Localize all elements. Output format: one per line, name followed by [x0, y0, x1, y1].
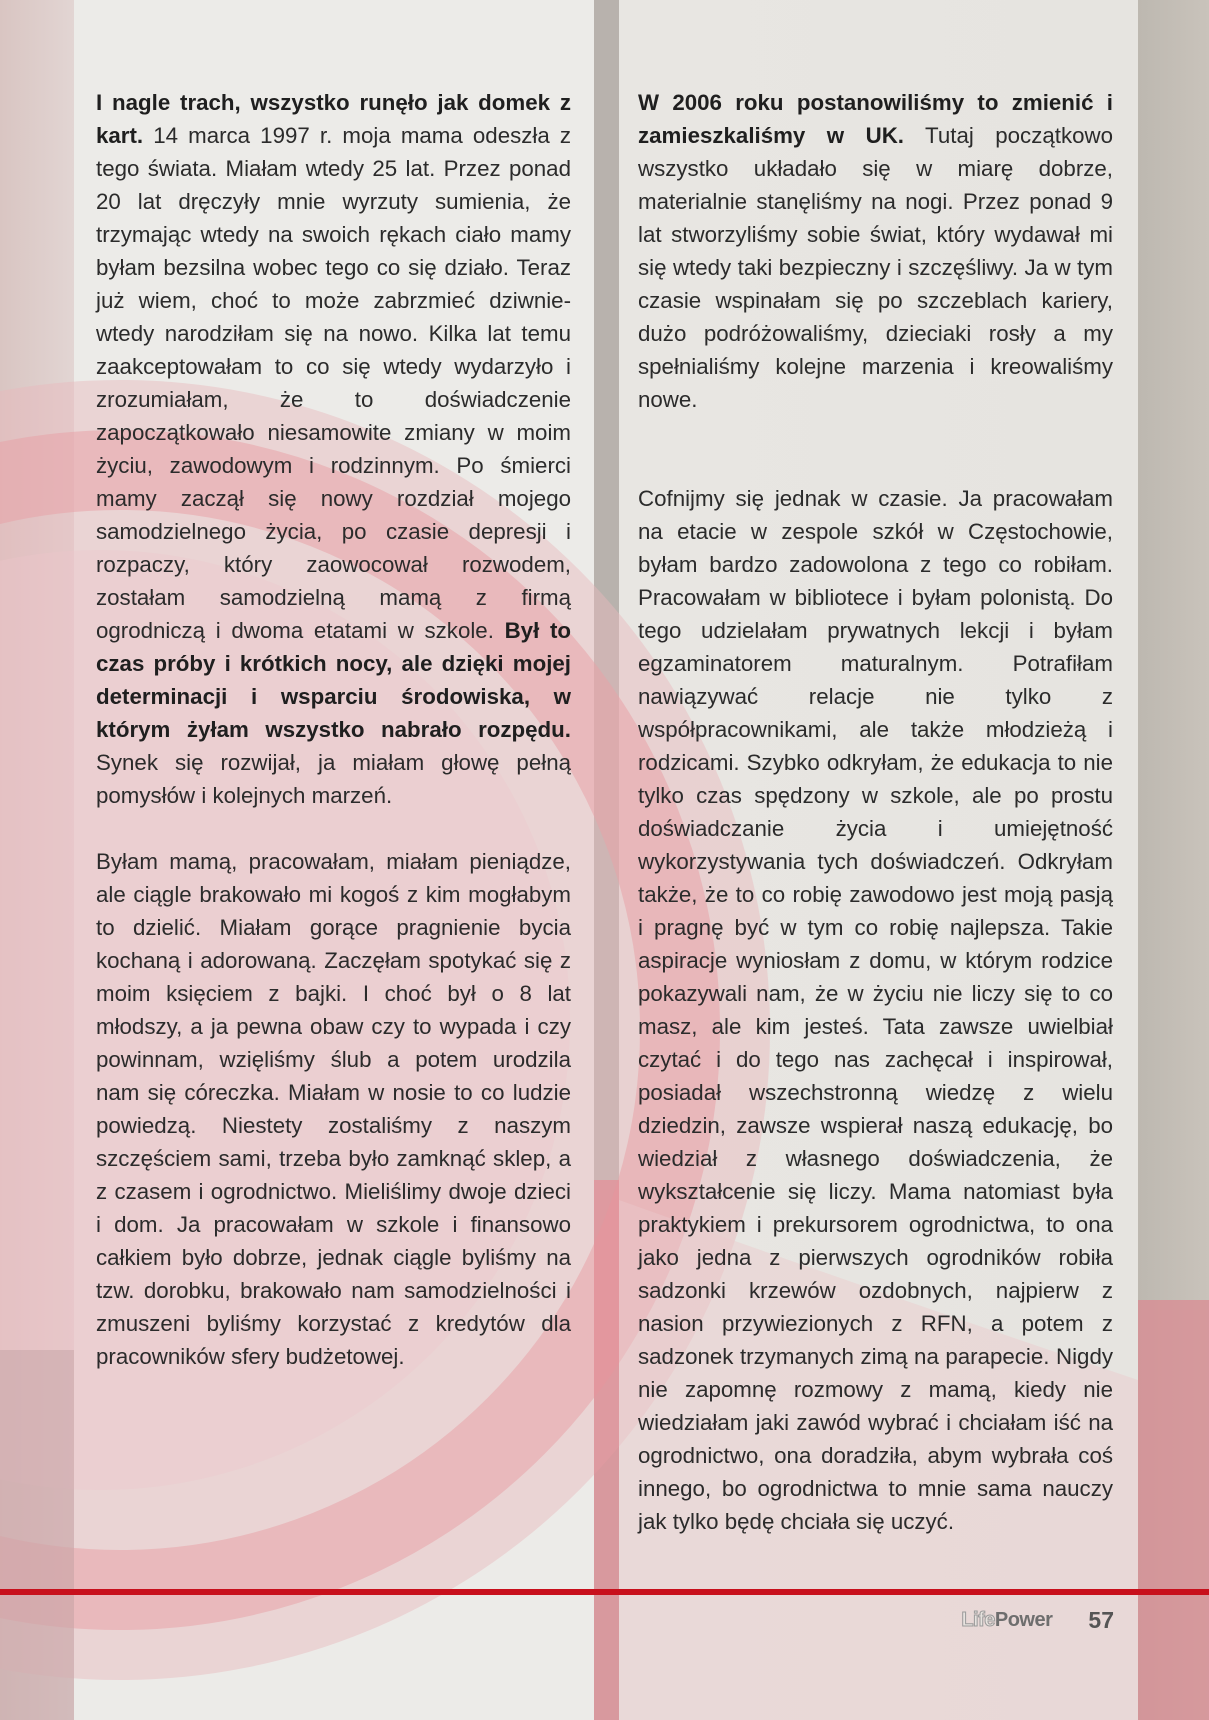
- page-number: 57: [1088, 1606, 1114, 1633]
- logo-life-text: Life: [961, 1608, 995, 1631]
- paragraph-text: 14 marca 1997 r. moja mama odeszła z tego świata. Miałam wtedy 25 lat. Przez ponad 20 lat dręczyły mnie wyrzuty sumienia, że trzymając wtedy na swoich rękach ciało mamy byłam bezsilna wobec tego co się działo. Teraz już wiem, choć to może zabrzmieć dziwnie- wtedy narodziłam się na nowo. Kilka lat temu zaakceptowałam to co się wtedy wydarzyło i zrozumiałam, że to doświadczenie zapoczątkowało niesamowite zmiany w moim życiu, zawodowym i rodzinnym. Po śmierci mamy zaczął się nowy rozdział mojego samodzielnego życia, po czasie depresji i rozpaczy, który zaowocował rozwodem, zostałam samodzielną mamą z firmą ogrodniczą i dwoma etatami w szkole.: [96, 123, 571, 643]
- logo-power-text: Power: [994, 1608, 1053, 1631]
- footer: [961, 1604, 1114, 1636]
- footer-rule: [0, 1589, 1209, 1595]
- lifepower-logo: [961, 1609, 1052, 1632]
- bold-lead: W 2006 roku postanowiliśmy to zmienić i zamieszkaliśmy w UK.: [638, 90, 1113, 148]
- paragraph: [638, 86, 1113, 416]
- right-column: [638, 86, 1113, 1538]
- paragraph-text: Tutaj początkowo wszystko układało się w miarę dobrze, materialnie stanęliśmy na nogi. Przez ponad 9 lat stworzyliśmy sobie świat, który wydawał mi się wtedy taki bezpieczny i szczęśliwy. Ja w tym czasie wspinałam się po szczeblach kariery, dużo podróżowaliśmy, dzieciaki rosły a my spełnialiśmy kolejne marzenia i kreowaliśmy nowe.: [638, 123, 1113, 412]
- bold-emphasis: Był to czas próby i krótkich nocy, ale dzięki mojej determinacji i wsparciu środowiska, w którym żyłam wszystko nabrało rozpędu.: [96, 618, 571, 742]
- bold-lead: I nagle trach, wszystko runęło jak domek z kart.: [96, 90, 571, 148]
- paragraph: Byłam mamą, pracowałam, miałam pieniądze, ale ciągle brakowało mi kogoś z kim mogłabym to dzielić. Miałam gorące pragnienie bycia kochaną i adorowaną. Zaczęłam spotykać się z moim księciem z bajki. I choć był o 8 lat młodszy, a ja pewna obaw czy to wypada i czy powinnam, wzięliśmy ślub a potem urodzila nam się córeczka. Miałam w nosie to co ludzie powiedzą. Niestety zostaliśmy z naszym szczęściem sami, trzeba było zamknąć sklep, a z czasem i ogrodnictwo. Mieliślimy dwoje dzieci i dom. Ja pracowałam w szkole i finansowo całkiem było dobrze, jednak ciągle byliśmy na tzw. dorobku, brakowało nam samodzielności i zmuszeni byliśmy korzystać z kredytów dla pracowników sfery budżetowej.: [96, 849, 571, 1369]
- paragraph-text: Synek się rozwijał, ja miałam głowę pełną pomysłów i kolejnych marzeń.: [96, 750, 571, 808]
- left-column: [96, 86, 571, 1373]
- paragraph: Cofnijmy się jednak w czasie. Ja pracowałam na etacie w zespole szkół w Częstochowie, byłam bardzo zadowolona z tego co robiłam. Pracowałam w bibliotece i byłam polonistą. Do tego udzielałam prywatnych lekcji i byłam egzaminatorem maturalnym. Potrafiłam nawiązywać relacje nie tylko z współpracownikami, ale także młodzieżą i rodzicami. Szybko odkryłam, że edukacja to nie tylko czas spędzony w szkole, ale po prostu doświadczanie życia i umiejętność wykorzystywania tych doświadczeń. Odkryłam także, że to co robię zawodowo jest moją pasją i pragnę być w tym co robię najlepsza. Takie aspiracje wyniosłam z domu, w którym rodzice pokazywali nam, że w życiu nie liczy się to co masz, ale kim jesteś. Tata zawsze uwielbiał czytać i do tego nas zachęcał i inspirował, posiadał wszechstronną wiedzę z wielu dziedzin, zawsze wspierał naszą edukację, bo wiedział z własnego doświadczenia, że wykształcenie się liczy. Mama natomiast była praktykiem i prekursorem ogrodnictwa, to ona jako jedna z pierwszych ogrodników robiła sadzonki krzewów ozdobnych, najpierw z nasion przywiezionych z RFN, a potem z sadzonek trzymanych zimą na parapecie. Nigdy nie zapomnę rozmowy z mamą, kiedy nie wiedziałam jaki zawód wybrać i chciałam iść na ogrodnictwo, ona doradziła, abym wybrała coś innego, bo ogrodnictwa to mnie sama nauczy jak tylko będę chciała się uczyć.: [638, 486, 1113, 1534]
- paragraph: [96, 86, 571, 812]
